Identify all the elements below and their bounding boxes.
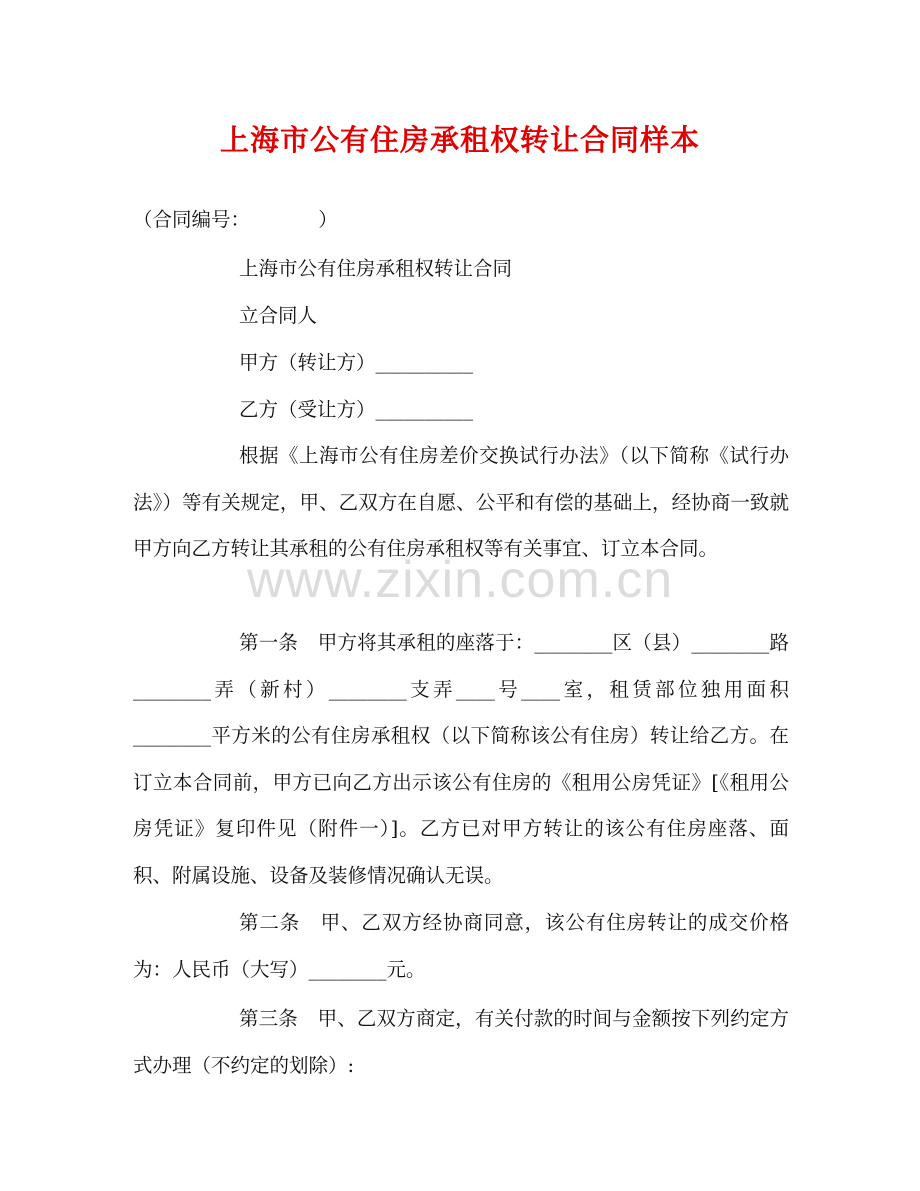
article-1-paragraph: 第一条 甲方将其承租的座落于：________区（县）________路________弄（新村）________支弄____号____室，租赁部位独用面积________平方米的公有住房承租权（以下简称该公有住房）转让给乙方。在订立本合同前，甲方已向乙方出示该公有住房的《租用公房凭证》[《租用公房凭证》复印件见（附件一）]。乙方已对甲方转让的该公有住房座落、面积、附属设施、设备及装修情况确认无误。 bbox=[133, 631, 789, 887]
document-title: 上海市公有住房承租权转让合同样本 bbox=[219, 123, 700, 157]
preamble-paragraph: 根据《上海市公有住房差价交换试行办法》（以下简称《试行办法》）等有关规定，甲、乙双方在自愿、公平和有偿的基础上，经协商一致就甲方向乙方转让其承租的公有住房承租权等有关事宜、订立本合同。 bbox=[133, 444, 789, 560]
parties-heading: 立合同人 bbox=[239, 304, 318, 327]
article-3-paragraph: 第三条 甲、乙双方商定，有关付款的时间与金额按下列约定方式办理（不约定的划除）: bbox=[133, 1007, 789, 1077]
party-b-line: 乙方（受让方）__________ bbox=[239, 398, 474, 421]
party-a-line: 甲方（转让方）__________ bbox=[239, 351, 474, 374]
contract-number-line: （合同编号： ） bbox=[133, 208, 338, 231]
article-2-paragraph: 第二条 甲、乙双方经协商同意，该公有住房转让的成交价格为：人民币（大写）________元。 bbox=[133, 911, 789, 981]
watermark: www.zixin.com.cn bbox=[246, 551, 674, 609]
contract-subtitle: 上海市公有住房承租权转让合同 bbox=[239, 257, 513, 280]
